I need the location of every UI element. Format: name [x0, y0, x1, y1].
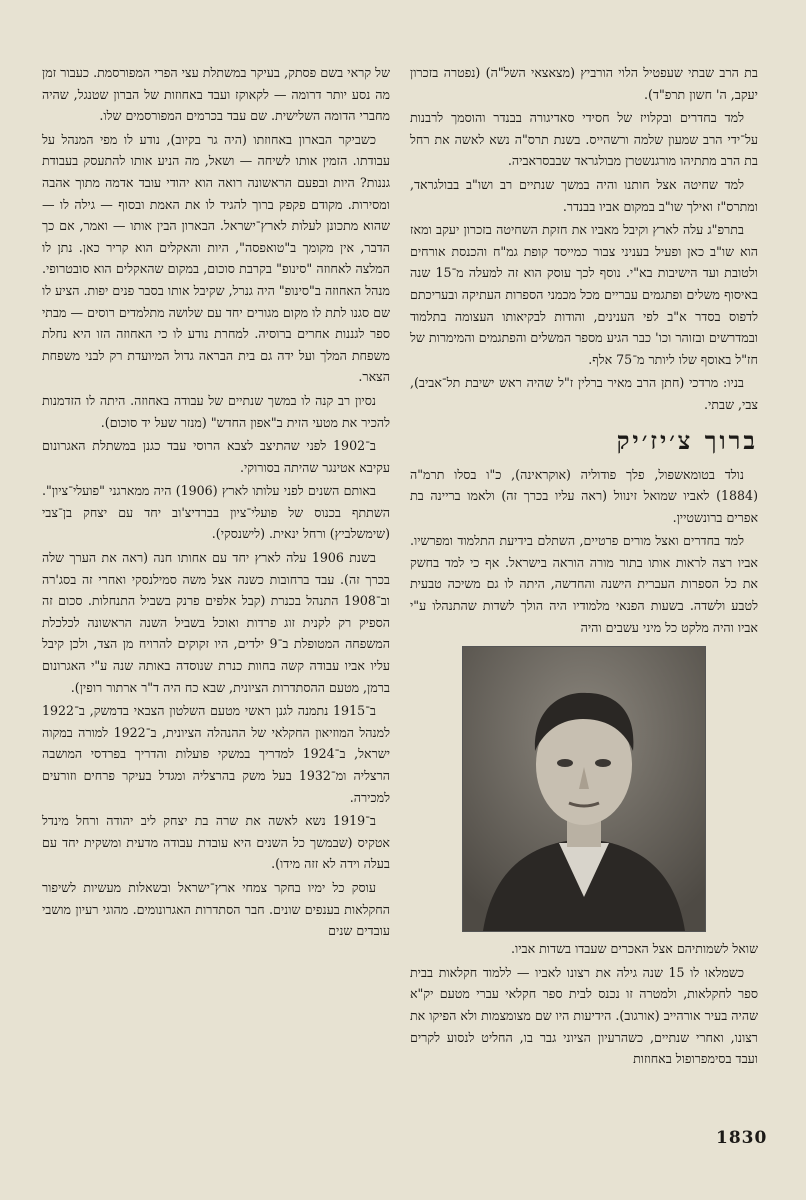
page-number: 1830 — [716, 1128, 768, 1148]
paragraph: כשמלאו לו 15 שנה גילה את רצונו לאביו — ללמוד חקלאות בבית ספר לחקלאות, ולמטרה זו נכנס לבית ספר חקלאי עברי מטעם יק"א שהיה בעיר אורהייב (אורגוב). הידיעות היו שם מצומצמות ולא הפיקו את רצונו, ואחרי שנתיים, כשהרעיון הציוני גבר בו, החליט לנסוע לקרים ועבד בסימפרופול באחוזות — [410, 964, 758, 1067]
paragraph: ב־1902 לפני שהתיצב לצבא הרוסי עבד כגנן במשתלת האגרונום עקיבא אטינגר שהיתה בסורוקי. — [42, 438, 390, 475]
paragraph: בתרפ"ג עלה לארץ וקיבל מאביו את חזקת השחיטה בזכרון יעקב ומאז הוא שו"ב כאן ופעיל בעניני צבור כמייסד קופת גמ"ח והכנסת אורחים ולטובת ועד הישיבות בא"י. נוסף לכך עוסק הוא זה למעלה מ־15 שנה באיסוף משלים ופתגמים עבריים מכל מכמני הספרות העתיקה ובעריכתם לדפוס בסדר א"ב לפי הענינים, והודות לבקיאותו העצומה בתלמוד ובמדרשים ובזוהר וכו' כבר הגיע מספר המשלים והפתגמים והמימרות של חז"ל באוסף שלו ליותר מ־75 אלף. — [410, 222, 758, 367]
right-column — [410, 62, 758, 1072]
paragraph: כשביקר הבארון באחוזתו (היה גר בקיוב), נודע לו מפי המנהל על עבודתו. הזמין אותו לשיחה — ושאל, מה הניע אותו להתעסק בעבודת גננות? היות ובפעם הראשונה רואה הוא יהודי עובד אדמה מתוך אהבה ומסירות. מקודם פקפק ברוך להגיד לו את האמת ובסוף — גילה לו — שהוא מתכונן לעלות לארץ־ישראל. הבארון הבין אותו — ואמר, אם כך הדבר, אין מקומך ב"טואפסה", היות והאקלים הוא קריר כאן. נתן לו המלצה לאחוזה "סינופ" בקרבת סוכום, במקום שהאקלים הוא סובטרופי. מנהל האחוזה ב"סינופ" היה גנרל, שקיבל אותו בסבר פנים יפות. הציע לו שם סגנו לתת לו מקום מגורים יחד עם שלושה מתלמדים רוסים — מבתי ספר לגננות אחרים ברוסיה. למחרת נודע לו כי האחוזה הזו היא נחלת משפחת המלך ועל ידה גם בית הבראה גדול המיועדת רק לבני משפחת הצאר. — [42, 131, 390, 385]
paragraph: עוסק כל ימיו בחקר צמחי ארץ־ישראל ובשאלות מעשיות לשיפור החקלאות בענפים שונים. חבר הסתדרות האגרונומים. מהוגי רעיון מושבי עובדים שנים — [42, 879, 390, 939]
paragraph: שואל לשמותיהם אצל האכרים שעבדו בשדות אביו. — [510, 941, 758, 957]
portrait-frame — [410, 646, 758, 932]
paragraph: בשנת 1906 עלה לארץ יחד עם אחותו חנה (ראה את הערך שלה בכרך זה). עבד ברחובות כשנה אצל משה סמילנסקי ואחרי זה בסג'רה וב־1908 התנהל בכנרת (קבל אלפים פרנק בשביל התנחלות. סכום זה הספיק רק לקנית זוג פרדות ואוכל בשביל השנה הראשונה לכלכלת המשפחה המטופלת ב־9 ילדים, היו זקוקים להרויח מן הצד, ולכן קיבל עליו אביו עבודה קשה בחוות כנרת שנוסדה באותה שנה ע"י האגרונום ברמן, מטעם ההסתדרות הציונית, שבא כח היה ד"ר ארתור רופין). — [42, 550, 390, 695]
paragraph: למד שחיטה אצל חותנו והיה במשך שנתיים רב ושו"ב בבולגראד, ומתרס"ז ואילך שו"ב במקום אביו בבנדר. — [410, 176, 758, 214]
paragraph: למד בחדרים ואצל מורים פרטיים, השתלם בידיעת התלמוד ומפרשיו. אביו רצה לראות אותו בתור מורה הוראה בישראל. אף כי למד בחשק את כל הספרות העברית הישנה והחדשה, היתה לו גם משיכה טבעית לטבע ולשדה. בשעות הפנאי מלמודיו היה הולך לשדות שהתנהלו ע"י אביו והיה מלקט כל מיני עשבים והיה — [410, 533, 758, 635]
paragraph: ב־1915 נתמנה לגנן ראשי מטעם השלטון הצבאי בדמשק, ב־1922 למנהל המוזיאון החקלאי של ההנהלה הציונית, ב־1922 למורה במקוה ישראל, ב־1924 למדריך במשקי פועלות והדריך בפרדסי המושבה הרצליה ומ־1932 בעל משק בהרצליה ומגדל בעיקר פרחים וזורעים למכירה. — [42, 703, 390, 805]
paragraph: באותם השנים לפני עלותו לארץ (1906) היה ממארגני "פועלי־ציון". השתתף בכנוס של פועלי־ציון בברדיצ'וב יחד עם יצחק בן־צבי (שימשלביץ) ורחל ינאית. (לישנסקי). — [42, 483, 390, 542]
paragraph: למד בחדרים ובקלויז של חסידי סאדיגורה בבנדר והוסמך לרבנות על־ידי הרב שמעון שלמה ורשהייס. בשנת תרס"ה נשא לאשה את רחל בת הרב מתתיהו מורגנשטרן מבולגראד שבבסראביה. — [410, 110, 758, 169]
paragraph: נולד בטומאשפול, פלך פודוליה (אוקראינה), כ"ו בסלו תרמ"ה (1884) לאביו שמואל זינוול (ראה עליו בכרך זה) ולאמו בריינה בת אפרים ברונשטיין. — [410, 466, 758, 525]
paragraph: ב־1919 נשא לאשה את שרה בת יצחק ליב יהודה ורחל מינדל אטקיס (שבמשך כל השנים היא עובדת עבודה מדעית ומשקית יחד עם בעלה וידה לא זזה מידו). — [42, 813, 390, 872]
entry-heading: ברוך צ׳יז׳יק — [616, 425, 758, 455]
left-column — [42, 62, 390, 944]
portrait-photo-icon — [462, 646, 706, 932]
paragraph: בניו: מרדכי (חתן הרב מאיר ברלין ז"ל שהיה ראש ישיבת תל־אביב), צבי, שבתי. — [410, 375, 758, 412]
paragraph: בת הרב שבתי שעפטיל הלוי הורביץ (מצאצאי השל"ה) (נפטרה בזכרון יעקב, ה' חשון תרפ"ד). — [410, 65, 758, 102]
paragraph: של קראי בשם פסתק, בעיקר במשתלת עצי הפרי המפורסמת. כעבור זמן מה נסע יותר דרומה — לקאוקז ועבד באחוזות של הברון שטנגל, שהיה מחברי הדומה השלישית. שם עבד בכרמים המפורסמים שלו. — [42, 65, 390, 124]
paragraph: נסיון רב קנה לו במשך שנתיים של עבודה באחוזה. היתה לו הזדמנות להכיר את מטעי הזית ב"אפון החדש" (מנזר שעל יד סוכום). — [42, 392, 390, 430]
